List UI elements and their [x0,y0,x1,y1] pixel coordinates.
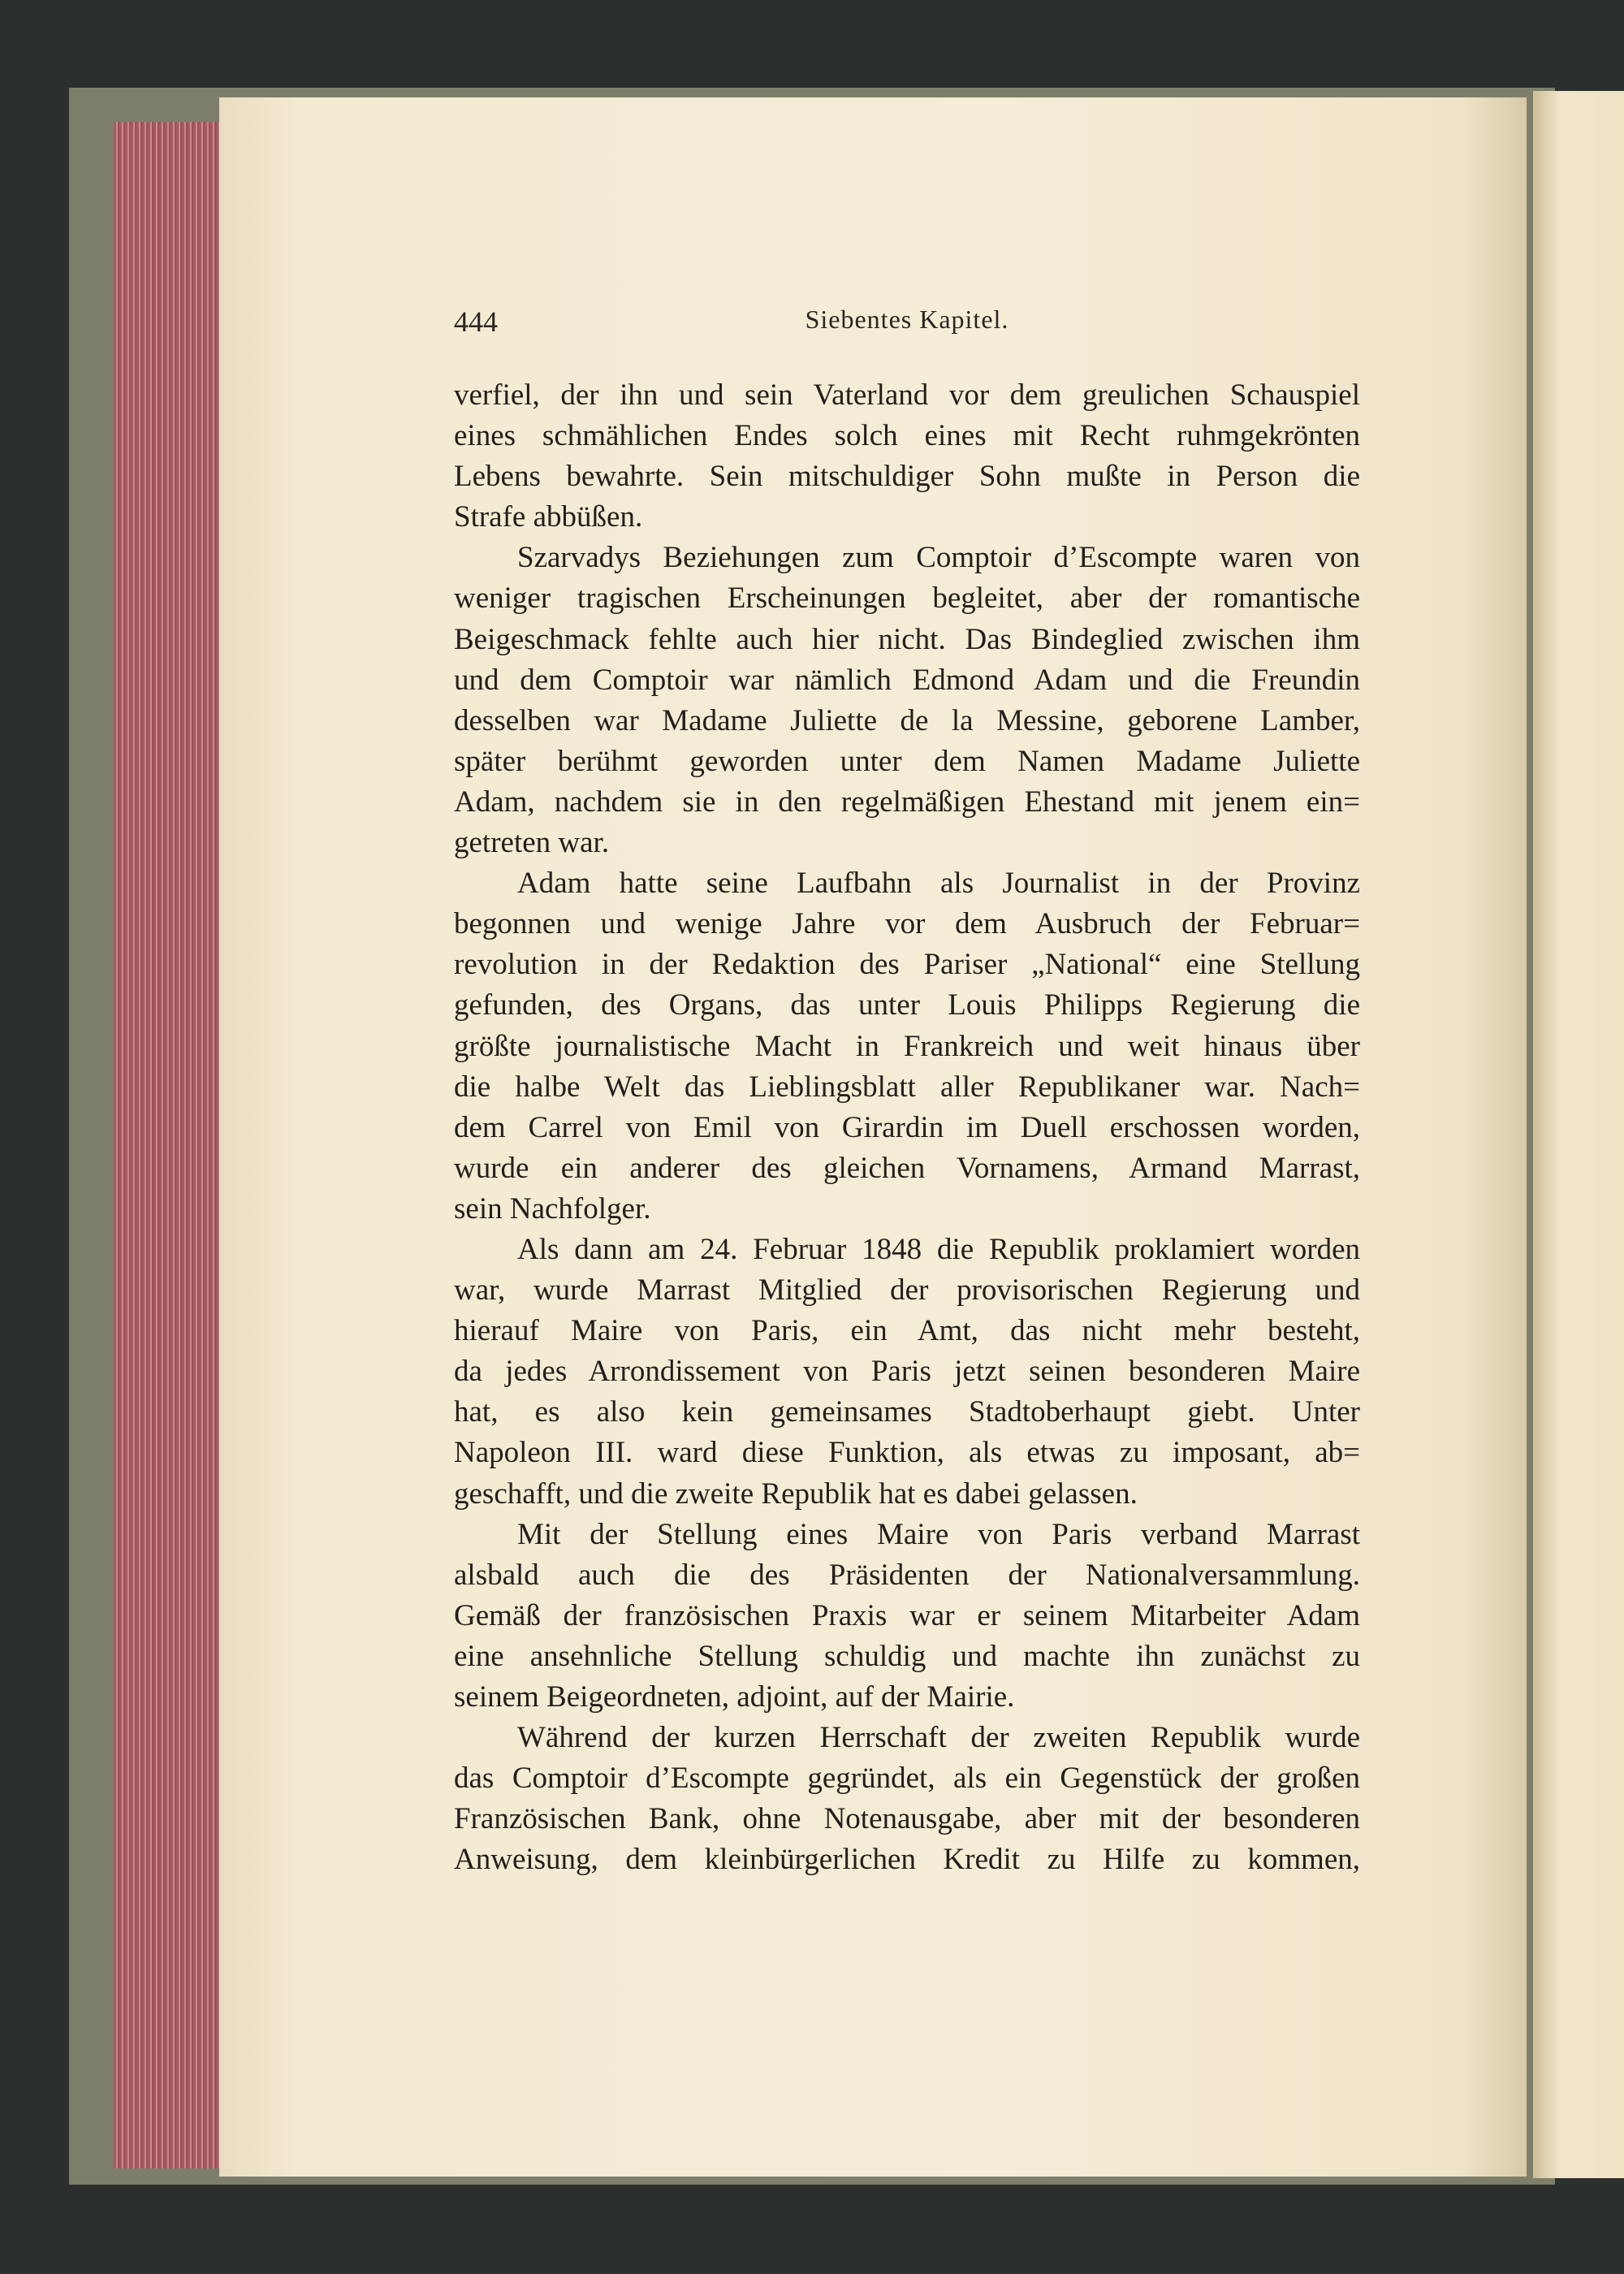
page-header [454,305,1360,345]
text-line: Napoleon III. ward diese Funktion, als etwas zu imposant, ab= [454,1436,1360,1470]
text-line: sein Nachfolger. [454,1191,651,1226]
text-line: Anweisung, dem kleinbürgerlichen Kredit zu Hilfe zu kommen, [454,1843,1360,1877]
text-line: desselben war Madame Juliette de la Messine, geborene Lamber, [454,703,1360,737]
text-line: begonnen und wenige Jahre vor dem Ausbruch der Februar= [454,907,1360,941]
text-line: alsbald auch die des Präsidenten der Nationalversammlung. [454,1558,1360,1592]
text-line: Während der kurzen Herrschaft der zweiten Republik wurde [517,1721,1360,1755]
text-line: gefunden, des Organs, das unter Louis Philipps Regierung die [454,988,1360,1022]
text-line: getreten war. [454,826,610,860]
text-line: Gemäß der französischen Praxis war er seinem Mitarbeiter Adam [454,1598,1360,1632]
text-line: da jedes Arrondissement von Paris jetzt seinen besonderen Maire [454,1355,1360,1389]
text-line: Als dann am 24. Februar 1848 die Republik proklamiert worden [517,1232,1360,1266]
text-line: das Comptoir d’Escompte gegründet, als ein Gegenstück der großen [454,1762,1360,1796]
text-line: Strafe abbüßen. [454,500,643,534]
text-line: dem Carrel von Emil von Girardin im Duell erschossen worden, [454,1110,1360,1144]
text-line: eine ansehnliche Stellung schuldig und machte ihn zunächst zu [454,1639,1360,1673]
text-line: Adam hatte seine Laufbahn als Journalist in der Provinz [517,867,1360,901]
text-line: weniger tragischen Erscheinungen begleitet, aber der romantische [454,581,1360,616]
text-line: hat, es also kein gemeinsames Stadtoberhaupt giebt. Unter [454,1395,1360,1429]
text-line: Französischen Bank, ohne Notenausgabe, aber mit der besonderen [454,1802,1360,1836]
text-line: die halbe Welt das Lieblingsblatt aller Republikaner war. Nach= [454,1070,1360,1104]
text-line: Mit der Stellung eines Maire von Paris verband Marrast [517,1517,1360,1551]
text-line: verfiel, der ihn und sein Vaterland vor dem greulichen Schauspiel [454,378,1360,412]
text-line: wurde ein anderer des gleichen Vornamens, Armand Marrast, [454,1151,1360,1185]
text-line: Szarvadys Beziehungen zum Comptoir d’Escompte waren von [517,541,1360,575]
text-line: hierauf Maire von Paris, ein Amt, das nicht mehr besteht, [454,1314,1360,1348]
text-line: größte journalistische Macht in Frankreich und weit hinaus über [454,1029,1360,1063]
facing-page-edge [1533,91,1624,2178]
text-line: seinem Beigeordneten, adjoint, auf der Mairie. [454,1680,1015,1714]
text-line: später berühmt geworden unter dem Namen Madame Juliette [454,744,1360,778]
text-line: Lebens bewahrte. Sein mitschuldiger Sohn mußte in Person die [454,460,1360,494]
text-line: geschafft, und die zweite Republik hat es dabei gelassen. [454,1476,1138,1511]
text-line: und dem Comptoir war nämlich Edmond Adam und die Freundin [454,663,1360,697]
body-text [454,375,1360,1880]
running-head: Siebentes Kapitel. [805,305,1009,334]
text-line: Adam, nachdem sie in den regelmäßigen Ehestand mit jenem ein= [454,785,1360,819]
page-edges [114,122,223,2168]
page-number: 444 [454,305,498,338]
text-line: war, wurde Marrast Mitglied der provisorischen Regierung und [454,1273,1360,1308]
text-line: Beigeschmack fehlte auch hier nicht. Das Bindeglied zwischen ihm [454,622,1360,656]
text-line: revolution in der Redaktion des Pariser „National“ eine Stellung [454,948,1360,982]
text-line: eines schmählichen Endes solch eines mit Recht ruhmgekrönten [454,419,1360,453]
